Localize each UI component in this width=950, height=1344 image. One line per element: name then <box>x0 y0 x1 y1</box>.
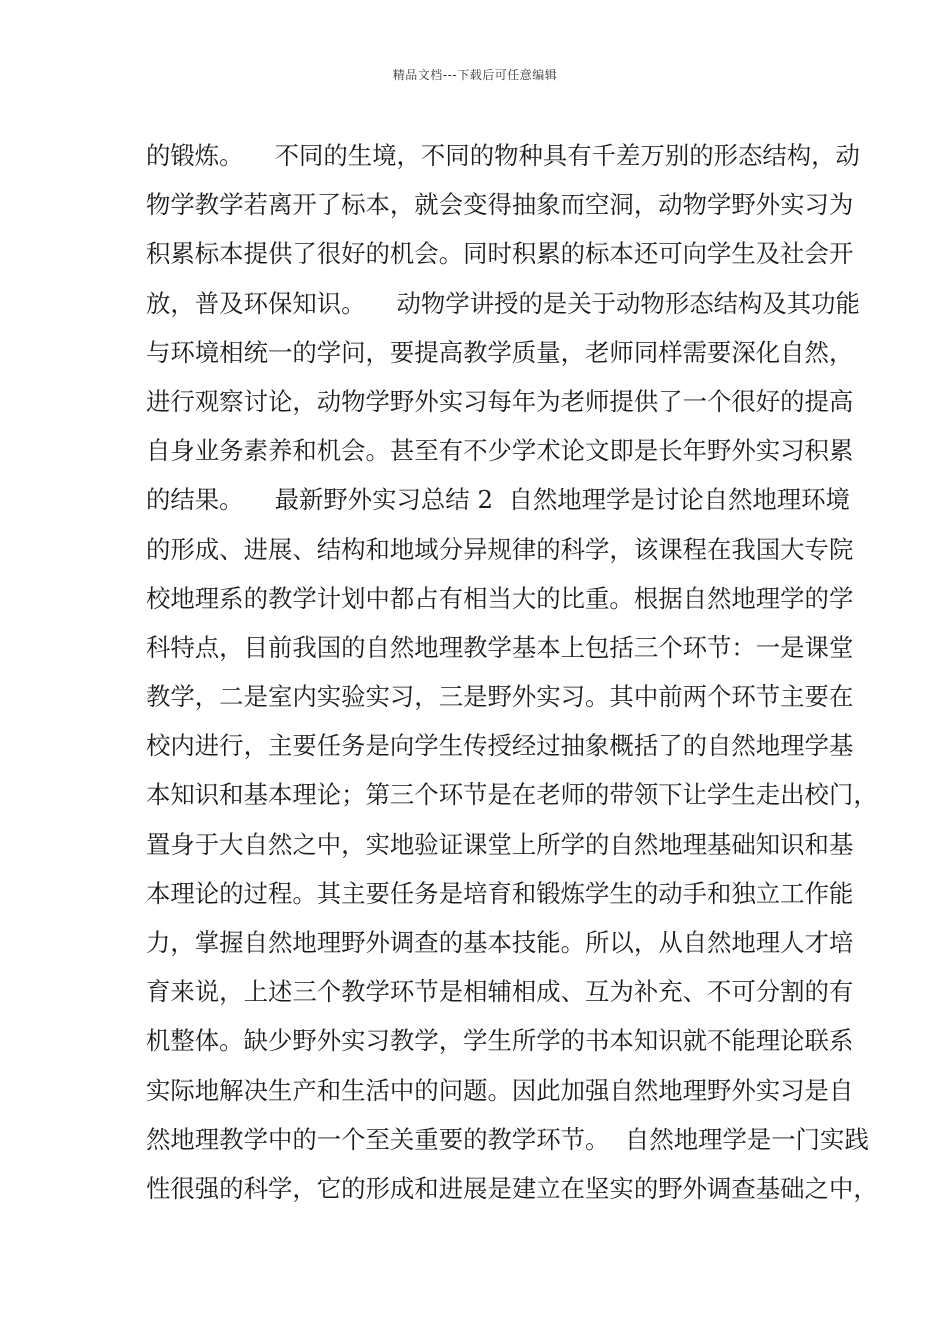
text-line: 科特点，目前我国的自然地理教学基本上包括三个环节：一是课堂 <box>146 632 854 662</box>
text-line: 机整体。缺少野外实习教学，学生所学的书本知识就不能理论联系 <box>146 1026 854 1056</box>
text-line: 力，掌握自然地理野外调查的基本技能。所以，从自然地理人才培 <box>146 928 854 957</box>
text-line: 置身于大自然之中，实地验证课堂上所学的自然地理基础知识和基 <box>146 829 854 859</box>
text-line: 与环境相统一的学问，要提高教学质量，老师同样需要深化自然， <box>146 337 854 367</box>
text-line: 的锻炼。 不同的生境，不同的物种具有千差万别的形态结构，动 <box>146 141 860 170</box>
text-line: 然地理教学中的一个至关重要的教学环节。 自然地理学是一门实践 <box>146 1124 869 1154</box>
text-line: 的结果。 最新野外实习总结 2 自然地理学是讨论自然地理环境 <box>146 485 850 515</box>
text-line: 实际地解决生产和生活中的问题。因此加强自然地理野外实习是自 <box>146 1075 854 1105</box>
text-line: 校地理系的教学计划中都占有相当大的比重。根据自然地理学的学 <box>146 583 854 613</box>
text-line: 教学，二是室内实验实习，三是野外实习。其中前两个环节主要在 <box>146 682 854 712</box>
text-line: 放，普及环保知识。 动物学讲授的是关于动物形态结构及其功能 <box>146 288 860 318</box>
text-line: 性很强的科学，它的形成和进展是建立在坚实的野外调查基础之中， <box>146 1173 878 1203</box>
text-line: 校内进行，主要任务是向学生传授经过抽象概括了的自然地理学基 <box>146 731 854 761</box>
text-line: 积累标本提供了很好的机会。同时积累的标本还可向学生及社会开 <box>146 239 854 269</box>
text-line: 进行观察讨论，动物学野外实习每年为老师提供了一个很好的提高 <box>146 386 854 416</box>
text-line: 自身业务素养和机会。甚至有不少学术论文即是长年野外实习积累 <box>146 436 854 466</box>
text-line: 育来说，上述三个教学环节是相辅相成、互为补充、不可分割的有 <box>146 977 854 1007</box>
page-header: 精品文档---下载后可任意编辑 <box>392 68 558 82</box>
text-line: 的形成、进展、结构和地域分异规律的科学，该课程在我国大专院 <box>146 534 854 564</box>
body-text <box>146 131 878 1213</box>
text-line: 本知识和基本理论；第三个环节是在老师的带领下让学生走出校门， <box>146 780 878 810</box>
text-line: 本理论的过程。其主要任务是培育和锻炼学生的动手和独立工作能 <box>146 878 854 908</box>
text-line: 物学教学若离开了标本，就会变得抽象而空洞，动物学野外实习为 <box>146 190 854 220</box>
